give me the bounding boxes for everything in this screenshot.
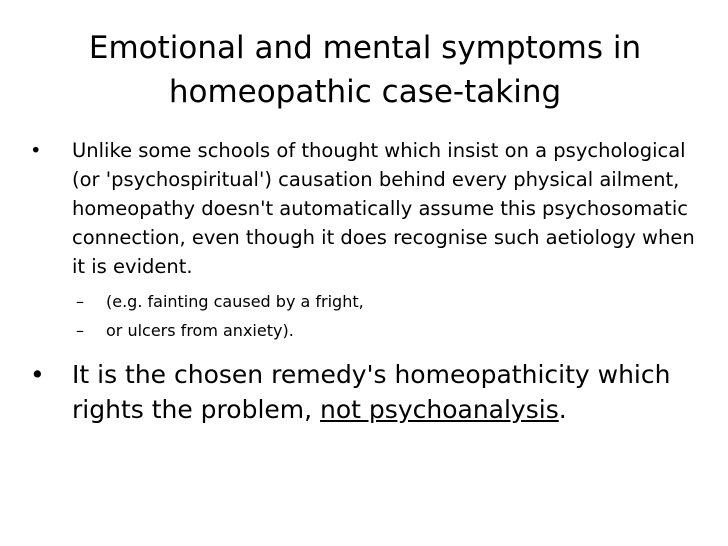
sub-bullet-marker: – xyxy=(76,321,84,340)
sub-bullet-text-2: or ulcers from anxiety). xyxy=(106,321,294,340)
bullet-item-2 xyxy=(30,357,710,427)
underlined-phrase: not psychoanalysis xyxy=(320,395,559,424)
bullet-list xyxy=(30,136,710,427)
bullet-item-1 xyxy=(30,136,710,345)
bullet-text-1: Unlike some schools of thought which insist on a psychological (or 'psychospiritual') causation behind every physical ailment, homeopathy doesn't automatically assume this psychosomatic connection, even though it does recognise such aetiology when it is evident. xyxy=(72,139,695,278)
sub-bullet-item-2 xyxy=(72,316,710,345)
sub-bullet-item-1 xyxy=(72,287,710,316)
title-line-1: Emotional and mental symptoms in xyxy=(88,30,642,66)
bullet-marker: • xyxy=(30,360,45,389)
sub-bullet-text-1: (e.g. fainting caused by a fright, xyxy=(106,292,364,311)
title-line-2: homeopathic case-taking xyxy=(168,74,562,110)
sub-bullet-list xyxy=(72,287,710,345)
slide-title xyxy=(40,26,690,114)
bullet-text-2: It is the chosen remedy's homeopathicity which rights the problem, xyxy=(72,360,671,424)
bullet-text-2-end: . xyxy=(558,395,567,424)
bullet-marker: • xyxy=(30,139,42,162)
sub-bullet-marker: – xyxy=(76,292,84,311)
